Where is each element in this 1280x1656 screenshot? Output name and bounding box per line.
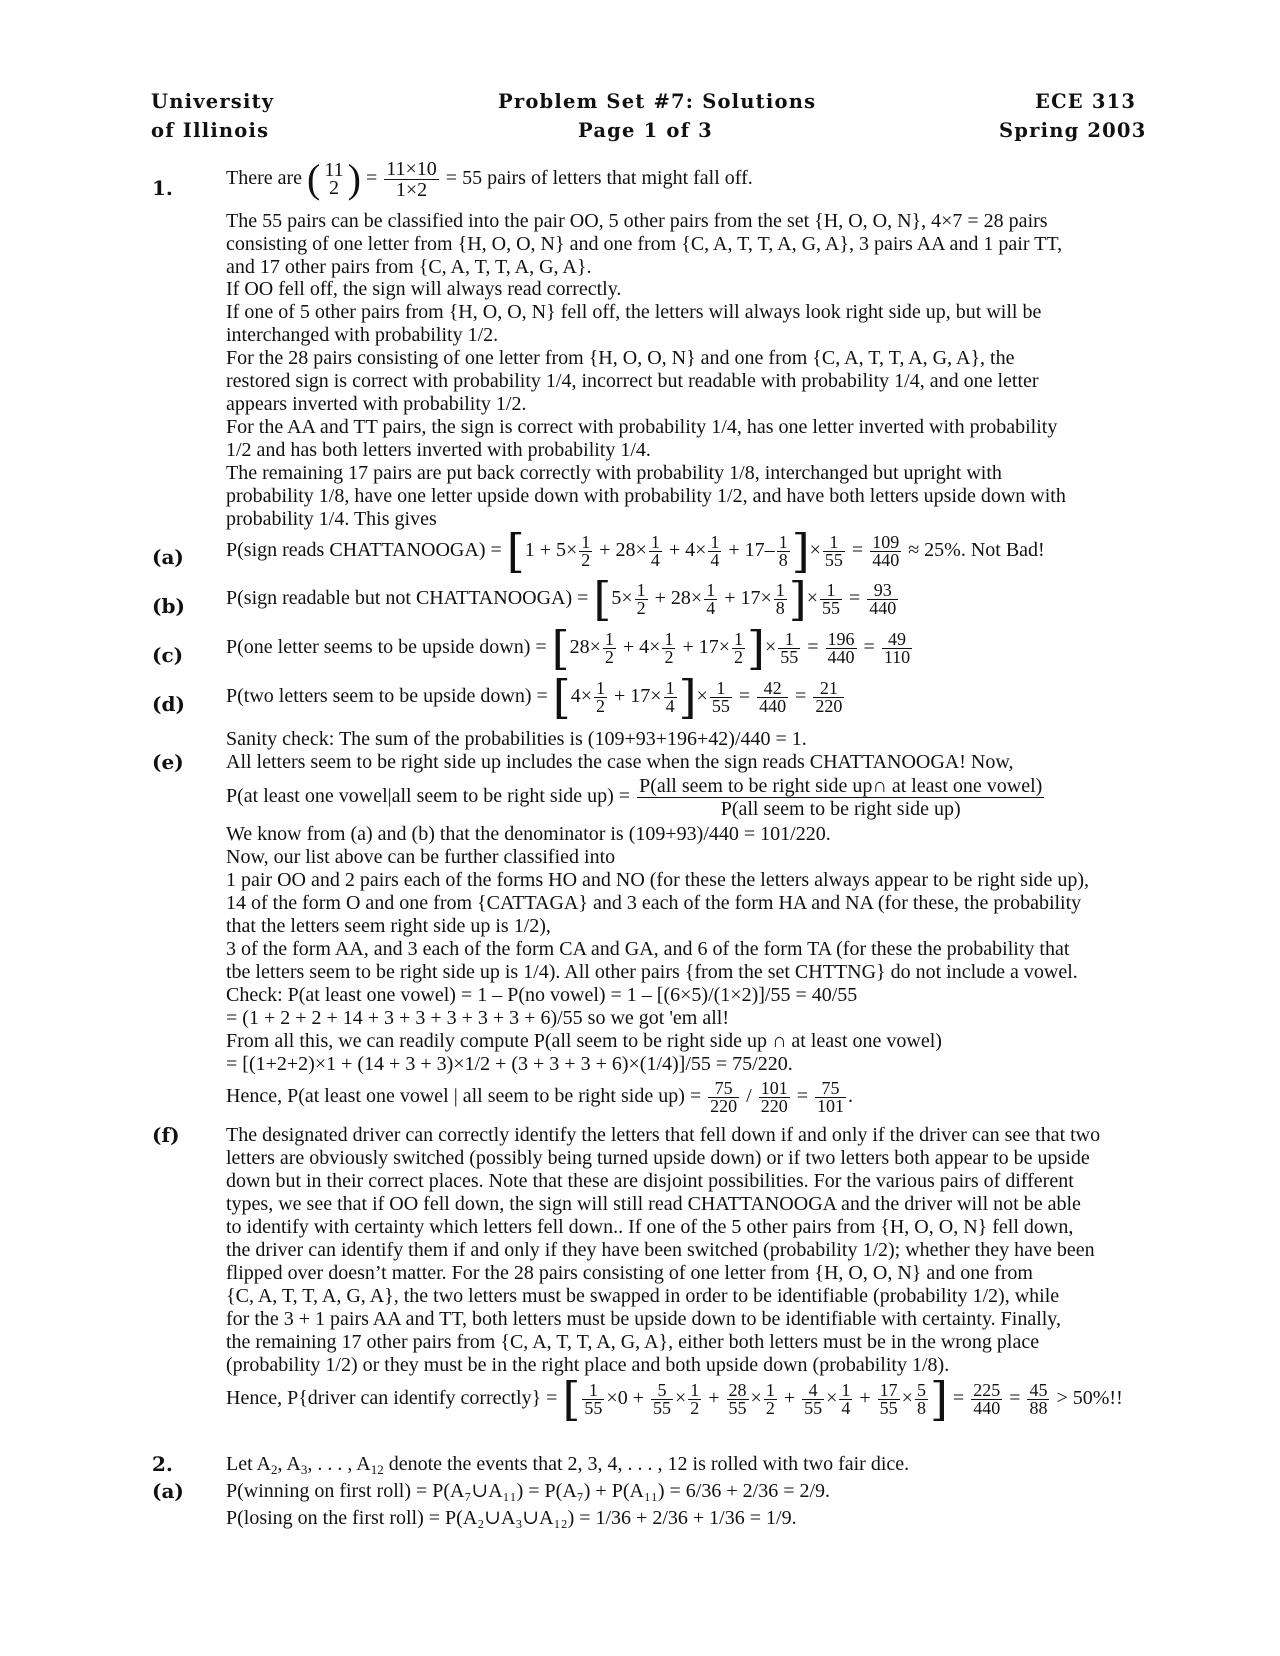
- header-title: Problem Set #7: Solutions: [498, 90, 817, 113]
- p1-line-3: consisting of one letter from {H, O, O, N} and one from {C, A, T, T, A, G, A}, 3 pairs AA and 1 pair TT,: [226, 233, 1063, 255]
- header-of-illinois: of Illinois: [151, 119, 270, 142]
- part-d-label: (d): [152, 692, 185, 716]
- sanity-check: Sanity check: The sum of the probabilities is (109+93+196+42)/440 = 1.: [226, 728, 807, 750]
- f-line-5: to identify with certainty which letters fell down.. If one of the 5 other pairs from {H, O, O, N} fell down,: [226, 1216, 1074, 1238]
- f-line-6: the driver can identify them if and only if they have been switched (probability 1/2); whether they have been: [226, 1239, 1095, 1261]
- p1-line-14: probability 1/8, have one letter upside down with probability 1/2, and have both letters upside down with: [226, 485, 1066, 507]
- e-line-12: From all this, we can readily compute P(all seem to be right side up ∩ at least one vowel): [226, 1030, 942, 1052]
- e-line-6: 14 of the form O and one from {CATTAGA} and 3 each of the form HA and NA (for these, the probability: [226, 892, 1082, 914]
- p1-line-15: probability 1/4. This gives: [226, 508, 437, 530]
- f-line-2: letters are obviously switched (possibly being turned upside down) or if two letters both appear to be upside: [226, 1147, 1090, 1169]
- p1-line-5: If OO fell off, the sign will always read correctly.: [226, 278, 622, 300]
- header-term: Spring 2003: [999, 119, 1147, 142]
- e-conditional: P(at least one vowel|all seem to be right side up) = $\frac{\text{P(all seem to be right side up∩ at least one vowel)}}{\text{P(all seem to be right side up)}}$: [226, 774, 1043, 820]
- part-a-equation: P(sign reads CHATTANOOGA) = [1 + 5× $\frac{1}{2}$ + 28× $\frac{1}{4}$ + 4× $\frac{1}{4}$ + 17– $\frac{1}{8}$ ]× $\frac{1}{55}$ = $\frac{109}{440}$ ≈ 25%. Not Bad!: [226, 524, 1045, 579]
- e-line-1: All letters seem to be right side up includes the case when the sign reads CHATTANOOGA! Now,: [226, 751, 1014, 773]
- part-d-equation: P(two letters seem to be upside down) = [4× $\frac{1}{2}$ + 17× $\frac{1}{4}$ ]× $\frac{1}{55}$ = $\frac{42}{440}$ = $\frac{21}{220}$: [226, 670, 843, 725]
- f-final-equation: Hence, P{driver can identify correctly} = [ $\frac{1}{55}$ ×0 + $\frac{5}{55}$ × $\frac{1}{2}$ + $\frac{28}{55}$ × $\frac{1}{2}$ + $\frac{4}{55}$ × $\frac{1}{4}$ + $\frac{17}{55}$ × $\frac{5}{8}$ ] = $\frac{225}{440}$ = $\frac{45}{88}$ > 50%!!: [226, 1372, 1123, 1427]
- e-line-8: 3 of the form AA, and 3 each of the form CA and GA, and 6 of the form TA (for these the probability that: [226, 938, 1070, 960]
- p1-line-6: If one of 5 other pairs from {H, O, O, N} fell off, the letters will always look right side up, but will be: [226, 301, 1042, 323]
- e-line-5: 1 pair OO and 2 pairs each of the forms HO and NO (for these the letters always appear to be right side up),: [226, 869, 1090, 891]
- part-b-equation: P(sign readable but not CHATTANOOGA) = [5× $\frac{1}{2}$ + 28× $\frac{1}{4}$ + 17× $\frac{1}{8}$ ]× $\frac{1}{55}$ = $\frac{93}{440}$: [226, 572, 897, 627]
- part-e-label: (e): [152, 750, 184, 774]
- p1-line-2: The 55 pairs can be classified into the pair OO, 5 other pairs from the set {H, O, O, N}, 4×7 = 28 pairs: [226, 210, 1048, 232]
- part-c-equation: P(one letter seems to be upside down) = [28× $\frac{1}{2}$ + 4× $\frac{1}{2}$ + 17× $\frac{1}{2}$ ]× $\frac{1}{55}$ = $\frac{196}{440}$ = $\frac{49}{110}$: [226, 621, 911, 676]
- header-university: University: [151, 90, 275, 113]
- part-a-label: (a): [152, 545, 184, 569]
- p2-line-3: P(losing on the first roll) = P(A₂∪A₃∪A₁₂) = 1/36 + 2/36 + 1/36 = 1/9.: [226, 1507, 797, 1529]
- f-line-8: {C, A, T, T, A, G, A}, the two letters must be swapped in order to be identifiable (probability 1/2), while: [226, 1285, 1060, 1307]
- e-line-14: Hence, P(at least one vowel | all seem to be right side up) = $\frac{75}{220}$ / $\frac{101}{220}$ = $\frac{75}{101}$ .: [226, 1077, 853, 1116]
- f-line-3: down but in their correct places. Note that these are disjoint possibilities. For the various pairs of different: [226, 1170, 1074, 1192]
- p1-line-10: appears inverted with probability 1/2.: [226, 393, 527, 415]
- header-page: Page 1 of 3: [578, 119, 713, 142]
- header-course: ECE 313: [1035, 90, 1137, 113]
- f-line-10: the remaining 17 other pairs from {C, A, T, T, A, G, A}, either both letters must be in the wrong place: [226, 1331, 1040, 1353]
- problem-1-number: 1.: [152, 176, 173, 200]
- e-line-4: Now, our list above can be further classified into: [226, 846, 616, 868]
- part-b-label: (b): [152, 594, 185, 618]
- e-line-3: We know from (a) and (b) that the denominator is (109+93)/440 = 101/220.: [226, 823, 831, 845]
- p1-line-4: and 17 other pairs from {C, A, T, T, A, G, A}.: [226, 256, 592, 278]
- p1-line-7: interchanged with probability 1/2.: [226, 324, 499, 346]
- e-line-10: Check: P(at least one vowel) = 1 – P(no vowel) = 1 – [(6×5)/(1×2)]/55 = 40/55: [226, 984, 858, 1006]
- p1-line-12: 1/2 and has both letters inverted with probability 1/4.: [226, 439, 651, 461]
- part-f-label: (f): [152, 1123, 180, 1147]
- p1-line-8: For the 28 pairs consisting of one letter from {H, O, O, N} and one from {C, A, T, T, A, G, A}, the: [226, 347, 1015, 369]
- part-c-label: (c): [152, 643, 184, 667]
- p2-line-2: P(winning on first roll) = P(A₇∪A₁₁) = P(A₇) + P(A₁₁) = 6/36 + 2/36 = 2/9.: [226, 1480, 831, 1502]
- f-line-11: (probability 1/2) or they must be in the right place and both upside down (probability 1/8).: [226, 1354, 950, 1376]
- p1-line-1: There are ( 11 2 ) = $\frac{11\times 10}{1\times 2}$ = 55 pairs of letters that might fall off.: [226, 156, 753, 202]
- p1-line-9: restored sign is correct with probability 1/4, incorrect but readable with probability 1/4, and one letter: [226, 370, 1039, 392]
- part-2a-label: (a): [152, 1479, 184, 1503]
- e-line-7: that the letters seem right side up is 1/2),: [226, 915, 551, 937]
- e-line-9: tbe letters seem to be right side up is 1/4). All other pairs {from the set CHTTNG} do not include a vowel.: [226, 961, 1078, 983]
- p1-line-11: For the AA and TT pairs, the sign is correct with probability 1/4, has one letter inverted with probability: [226, 416, 1058, 438]
- e-line-13: = [(1+2+2)×1 + (14 + 3 + 3)×1/2 + (3 + 3 + 3 + 6)×(1/4)]/55 = 75/220.: [226, 1053, 793, 1075]
- p1-line-13: The remaining 17 pairs are put back correctly with probability 1/8, interchanged but upright with: [226, 462, 1002, 484]
- f-line-9: for the 3 + 1 pairs AA and TT, both letters must be upside down to be identifiable with certainty. Finally,: [226, 1308, 1062, 1330]
- f-line-1: The designated driver can correctly identify the letters that fell down if and only if the driver can see that two: [226, 1124, 1101, 1146]
- p2-line-1: Let $A_2$, $A_3$, . . . , $A_{12}$ denote the events that 2, 3, 4, . . . , 12 is rolled with two fair dice.: [226, 1453, 910, 1477]
- problem-2-number: 2.: [152, 1452, 173, 1476]
- e-line-11: = (1 + 2 + 2 + 14 + 3 + 3 + 3 + 3 + 3 + 6)/55 so we got 'em all!: [226, 1007, 730, 1029]
- f-line-4: types, we see that if OO fell down, the sign will still read CHATTANOOGA and the driver will not be able: [226, 1193, 1081, 1215]
- f-line-7: flipped over doesn’t matter. For the 28 pairs consisting of one letter from {H, O, O, N} and one from: [226, 1262, 1033, 1284]
